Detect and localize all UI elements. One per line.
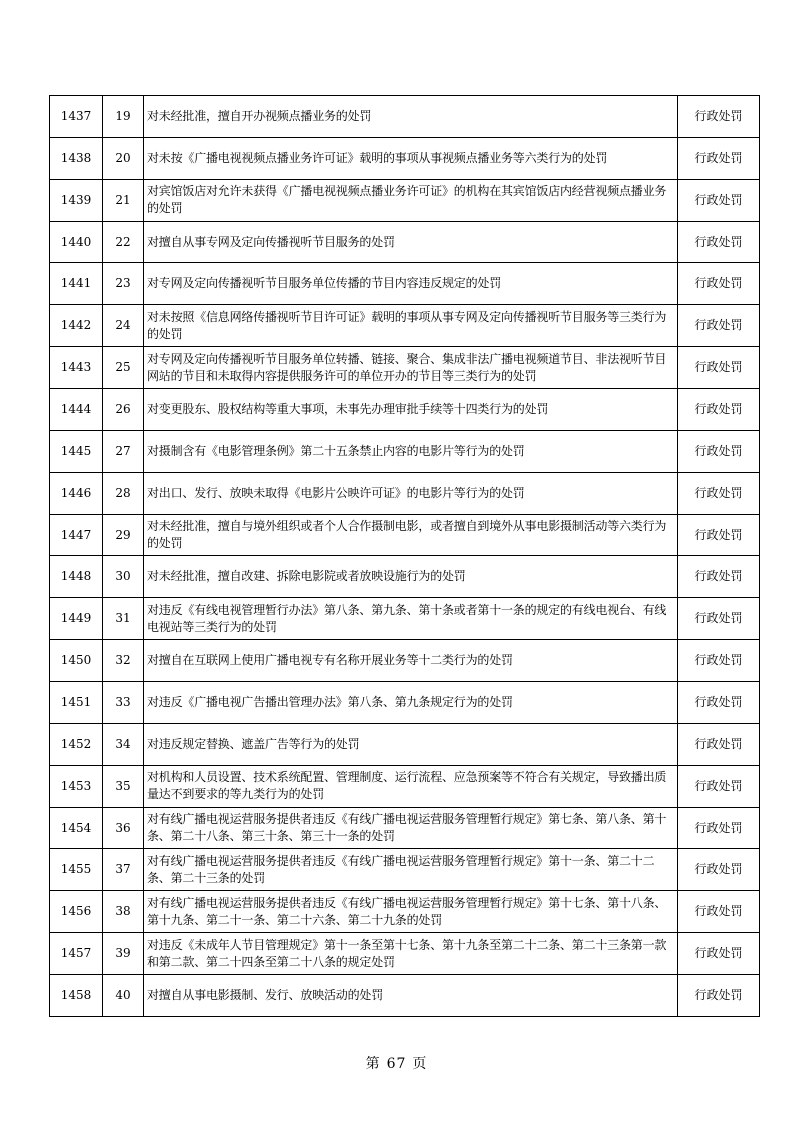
row-description-cell: 对擅自从事专网及定向传播视听节目服务的处罚 — [144, 221, 678, 263]
row-seq-cell: 28 — [103, 472, 144, 514]
row-type-cell: 行政处罚 — [678, 933, 760, 975]
table-row — [50, 849, 760, 891]
row-seq-cell: 30 — [103, 556, 144, 598]
row-seq-cell: 27 — [103, 430, 144, 472]
table-row — [50, 179, 760, 221]
row-id-cell: 1437 — [50, 96, 103, 138]
row-type-cell: 行政处罚 — [678, 765, 760, 807]
row-id-cell: 1439 — [50, 179, 103, 221]
row-description-cell: 对擅自从事电影摄制、发行、放映活动的处罚 — [144, 975, 678, 1017]
table-row — [50, 305, 760, 347]
table-row — [50, 137, 760, 179]
row-id-cell: 1452 — [50, 723, 103, 765]
row-seq-cell: 21 — [103, 179, 144, 221]
row-type-cell: 行政处罚 — [678, 849, 760, 891]
row-seq-cell: 25 — [103, 347, 144, 389]
row-type-cell: 行政处罚 — [678, 723, 760, 765]
page-prefix: 第 — [365, 1056, 381, 1072]
row-description-cell: 对专网及定向传播视听节目服务单位传播的节目内容违反规定的处罚 — [144, 263, 678, 305]
row-description-cell: 对违反规定替换、遮盖广告等行为的处罚 — [144, 723, 678, 765]
page-footer — [0, 1053, 793, 1073]
row-description-cell: 对未经批准，擅自改建、拆除电影院或者放映设施行为的处罚 — [144, 556, 678, 598]
row-type-cell: 行政处罚 — [678, 263, 760, 305]
row-description-cell: 对宾馆饭店对允许未获得《广播电视视频点播业务许可证》的机构在其宾馆饭店内经营视频点播业务的处罚 — [144, 179, 678, 221]
row-description-cell: 对变更股东、股权结构等重大事项，未事先办理审批手续等十四类行为的处罚 — [144, 389, 678, 431]
row-type-cell: 行政处罚 — [678, 598, 760, 640]
table-row — [50, 682, 760, 724]
row-seq-cell: 37 — [103, 849, 144, 891]
row-type-cell: 行政处罚 — [678, 556, 760, 598]
table-row — [50, 472, 760, 514]
row-id-cell: 1443 — [50, 347, 103, 389]
row-id-cell: 1438 — [50, 137, 103, 179]
row-id-cell: 1455 — [50, 849, 103, 891]
row-seq-cell: 23 — [103, 263, 144, 305]
penalty-table — [49, 95, 760, 1017]
row-type-cell: 行政处罚 — [678, 891, 760, 933]
table-row — [50, 347, 760, 389]
row-id-cell: 1458 — [50, 975, 103, 1017]
row-description-cell: 对有线广播电视运营服务提供者违反《有线广播电视运营服务管理暂行规定》第十七条、第十八条、第十九条、第二十一条、第二十六条、第二十九条的处罚 — [144, 891, 678, 933]
row-type-cell: 行政处罚 — [678, 137, 760, 179]
table-row — [50, 807, 760, 849]
row-description-cell: 对违反《未成年人节目管理规定》第十一条至第十七条、第十九条至第二十二条、第二十三条第一款和第二款、第二十四条至第二十八条的规定处罚 — [144, 933, 678, 975]
table-row — [50, 221, 760, 263]
row-seq-cell: 34 — [103, 723, 144, 765]
row-description-cell: 对未按《广播电视视频点播业务许可证》载明的事项从事视频点播业务等六类行为的处罚 — [144, 137, 678, 179]
row-type-cell: 行政处罚 — [678, 347, 760, 389]
row-description-cell: 对违反《有线电视管理暂行办法》第八条、第九条、第十条或者第十一条的规定的有线电视台、有线电视站等三类行为的处罚 — [144, 598, 678, 640]
row-seq-cell: 26 — [103, 389, 144, 431]
row-id-cell: 1447 — [50, 514, 103, 556]
row-type-cell: 行政处罚 — [678, 682, 760, 724]
row-id-cell: 1453 — [50, 765, 103, 807]
row-type-cell: 行政处罚 — [678, 430, 760, 472]
table-row — [50, 96, 760, 138]
table-row — [50, 640, 760, 682]
row-seq-cell: 33 — [103, 682, 144, 724]
table-row — [50, 556, 760, 598]
table-row — [50, 514, 760, 556]
row-seq-cell: 36 — [103, 807, 144, 849]
row-type-cell: 行政处罚 — [678, 389, 760, 431]
row-type-cell: 行政处罚 — [678, 96, 760, 138]
page-suffix: 页 — [412, 1056, 428, 1072]
row-description-cell: 对机构和人员设置、技术系统配置、管理制度、运行流程、应急预案等不符合有关规定，导致播出质量达不到要求的等九类行为的处罚 — [144, 765, 678, 807]
row-seq-cell: 22 — [103, 221, 144, 263]
row-description-cell: 对未经批准，擅自开办视频点播业务的处罚 — [144, 96, 678, 138]
row-description-cell: 对有线广播电视运营服务提供者违反《有线广播电视运营服务管理暂行规定》第七条、第八条、第十条、第二十八条、第三十条、第三十一条的处罚 — [144, 807, 678, 849]
row-description-cell: 对擅自在互联网上使用广播电视专有名称开展业务等十二类行为的处罚 — [144, 640, 678, 682]
row-seq-cell: 29 — [103, 514, 144, 556]
row-seq-cell: 31 — [103, 598, 144, 640]
row-id-cell: 1441 — [50, 263, 103, 305]
row-id-cell: 1449 — [50, 598, 103, 640]
row-id-cell: 1456 — [50, 891, 103, 933]
row-seq-cell: 20 — [103, 137, 144, 179]
row-description-cell: 对有线广播电视运营服务提供者违反《有线广播电视运营服务管理暂行规定》第十一条、第二十二条、第二十三条的处罚 — [144, 849, 678, 891]
row-id-cell: 1446 — [50, 472, 103, 514]
row-type-cell: 行政处罚 — [678, 640, 760, 682]
table-row — [50, 723, 760, 765]
row-id-cell: 1457 — [50, 933, 103, 975]
penalty-table-body — [50, 96, 760, 1017]
table-row — [50, 598, 760, 640]
table-row — [50, 389, 760, 431]
table-row — [50, 975, 760, 1017]
table-row — [50, 430, 760, 472]
row-description-cell: 对专网及定向传播视听节目服务单位转播、链接、聚合、集成非法广播电视频道节目、非法视听节目网站的节目和未取得内容提供服务许可的单位开办的节目等三类行为的处罚 — [144, 347, 678, 389]
row-type-cell: 行政处罚 — [678, 975, 760, 1017]
row-seq-cell: 24 — [103, 305, 144, 347]
row-id-cell: 1448 — [50, 556, 103, 598]
row-type-cell: 行政处罚 — [678, 305, 760, 347]
table-row — [50, 891, 760, 933]
row-type-cell: 行政处罚 — [678, 472, 760, 514]
row-seq-cell: 38 — [103, 891, 144, 933]
row-seq-cell: 39 — [103, 933, 144, 975]
row-type-cell: 行政处罚 — [678, 514, 760, 556]
row-seq-cell: 19 — [103, 96, 144, 138]
row-type-cell: 行政处罚 — [678, 807, 760, 849]
row-description-cell: 对摄制含有《电影管理条例》第二十五条禁止内容的电影片等行为的处罚 — [144, 430, 678, 472]
row-id-cell: 1445 — [50, 430, 103, 472]
table-row — [50, 263, 760, 305]
row-type-cell: 行政处罚 — [678, 221, 760, 263]
row-description-cell: 对未经批准，擅自与境外组织或者个人合作摄制电影，或者擅自到境外从事电影摄制活动等六类行为的处罚 — [144, 514, 678, 556]
page-number: 67 — [386, 1056, 407, 1072]
row-id-cell: 1442 — [50, 305, 103, 347]
row-id-cell: 1450 — [50, 640, 103, 682]
row-description-cell: 对未按照《信息网络传播视听节目许可证》载明的事项从事专网及定向传播视听节目服务等三类行为的处罚 — [144, 305, 678, 347]
row-type-cell: 行政处罚 — [678, 179, 760, 221]
row-id-cell: 1440 — [50, 221, 103, 263]
row-seq-cell: 35 — [103, 765, 144, 807]
table-row — [50, 933, 760, 975]
row-description-cell: 对出口、发行、放映未取得《电影片公映许可证》的电影片等行为的处罚 — [144, 472, 678, 514]
row-id-cell: 1444 — [50, 389, 103, 431]
row-description-cell: 对违反《广播电视广告播出管理办法》第八条、第九条规定行为的处罚 — [144, 682, 678, 724]
table-row — [50, 765, 760, 807]
row-seq-cell: 32 — [103, 640, 144, 682]
row-id-cell: 1451 — [50, 682, 103, 724]
row-id-cell: 1454 — [50, 807, 103, 849]
row-seq-cell: 40 — [103, 975, 144, 1017]
